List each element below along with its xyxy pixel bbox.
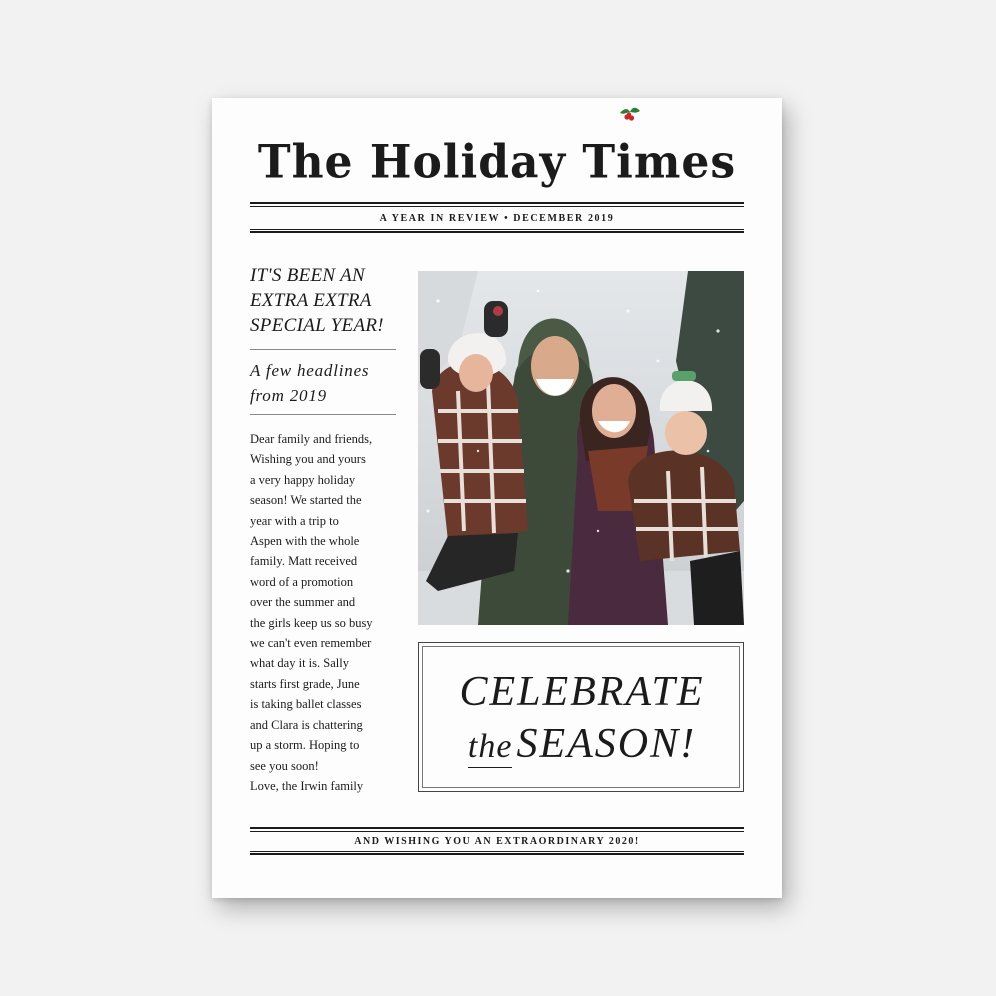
letter-line: Aspen with the whole [250, 534, 360, 549]
letter-line: see you soon! [250, 758, 319, 773]
letter-line: and Clara is chattering [250, 717, 363, 732]
subhead-line: from 2019 [250, 386, 327, 405]
letter-line: over the summer and [250, 595, 356, 610]
footer-rule-bottom-thick [250, 853, 744, 855]
holly-icon [616, 104, 642, 124]
letter-line: the girls keep us so busy [250, 615, 373, 630]
letter-line: season! We started the [250, 493, 362, 508]
letter-line: up a storm. Hoping to [250, 738, 360, 753]
masthead-subline: A YEAR IN REVIEW • DECEMBER 2019 [379, 213, 615, 224]
letter-line: we can't even remember [250, 636, 372, 651]
letter-line: family. Matt received [250, 554, 358, 569]
subhead-line: A few headlines [250, 361, 370, 380]
letter-line: starts first grade, June [250, 676, 360, 691]
subline-rule-thick [250, 231, 744, 233]
footer-tagline: AND WISHING YOU AN EXTRAORDINARY 2020! [354, 836, 640, 847]
subhead-divider [250, 414, 396, 415]
letter-line: Love, the Irwin family [250, 778, 364, 793]
subline-rule-thin [250, 229, 744, 230]
letter-line: Wishing you and yours [250, 452, 366, 467]
headline-line: SPECIAL YEAR! [250, 315, 384, 336]
top-rule-thin [250, 206, 744, 207]
headline-line: EXTRA EXTRA [250, 290, 372, 311]
letter-line: what day it is. Sally [250, 656, 349, 671]
masthead [212, 128, 782, 198]
letter-line: is taking ballet classes [250, 697, 362, 712]
family-photo [418, 271, 744, 625]
greeting-season: SEASON! [516, 721, 697, 767]
letter-line: year with a trip to [250, 513, 339, 528]
feature-headline [250, 263, 396, 338]
subhead [250, 358, 396, 408]
greeting-box-inner-frame [422, 646, 740, 788]
letter-line: word of a promotion [250, 574, 354, 589]
top-rule-thick [250, 202, 744, 204]
masthead-title: The Holiday Times [257, 135, 737, 190]
greeting-box [418, 642, 744, 792]
family-photo-illustration [418, 271, 744, 625]
footer-rule-bottom-thin [250, 851, 744, 852]
headline-divider [250, 349, 396, 350]
left-column [250, 263, 396, 796]
letter-line: a very happy holiday [250, 472, 356, 487]
greeting-the: the [468, 728, 513, 768]
letter-body [250, 429, 396, 796]
holiday-card [212, 98, 782, 898]
greeting-season-line [423, 721, 741, 776]
greeting-celebrate: CELEBRATE [459, 669, 705, 715]
footer-rule-top-thin [250, 831, 744, 832]
headline-line: IT'S BEEN AN [250, 265, 365, 286]
footer-rule-top-thick [250, 827, 744, 829]
letter-line: Dear family and friends, [250, 432, 373, 446]
